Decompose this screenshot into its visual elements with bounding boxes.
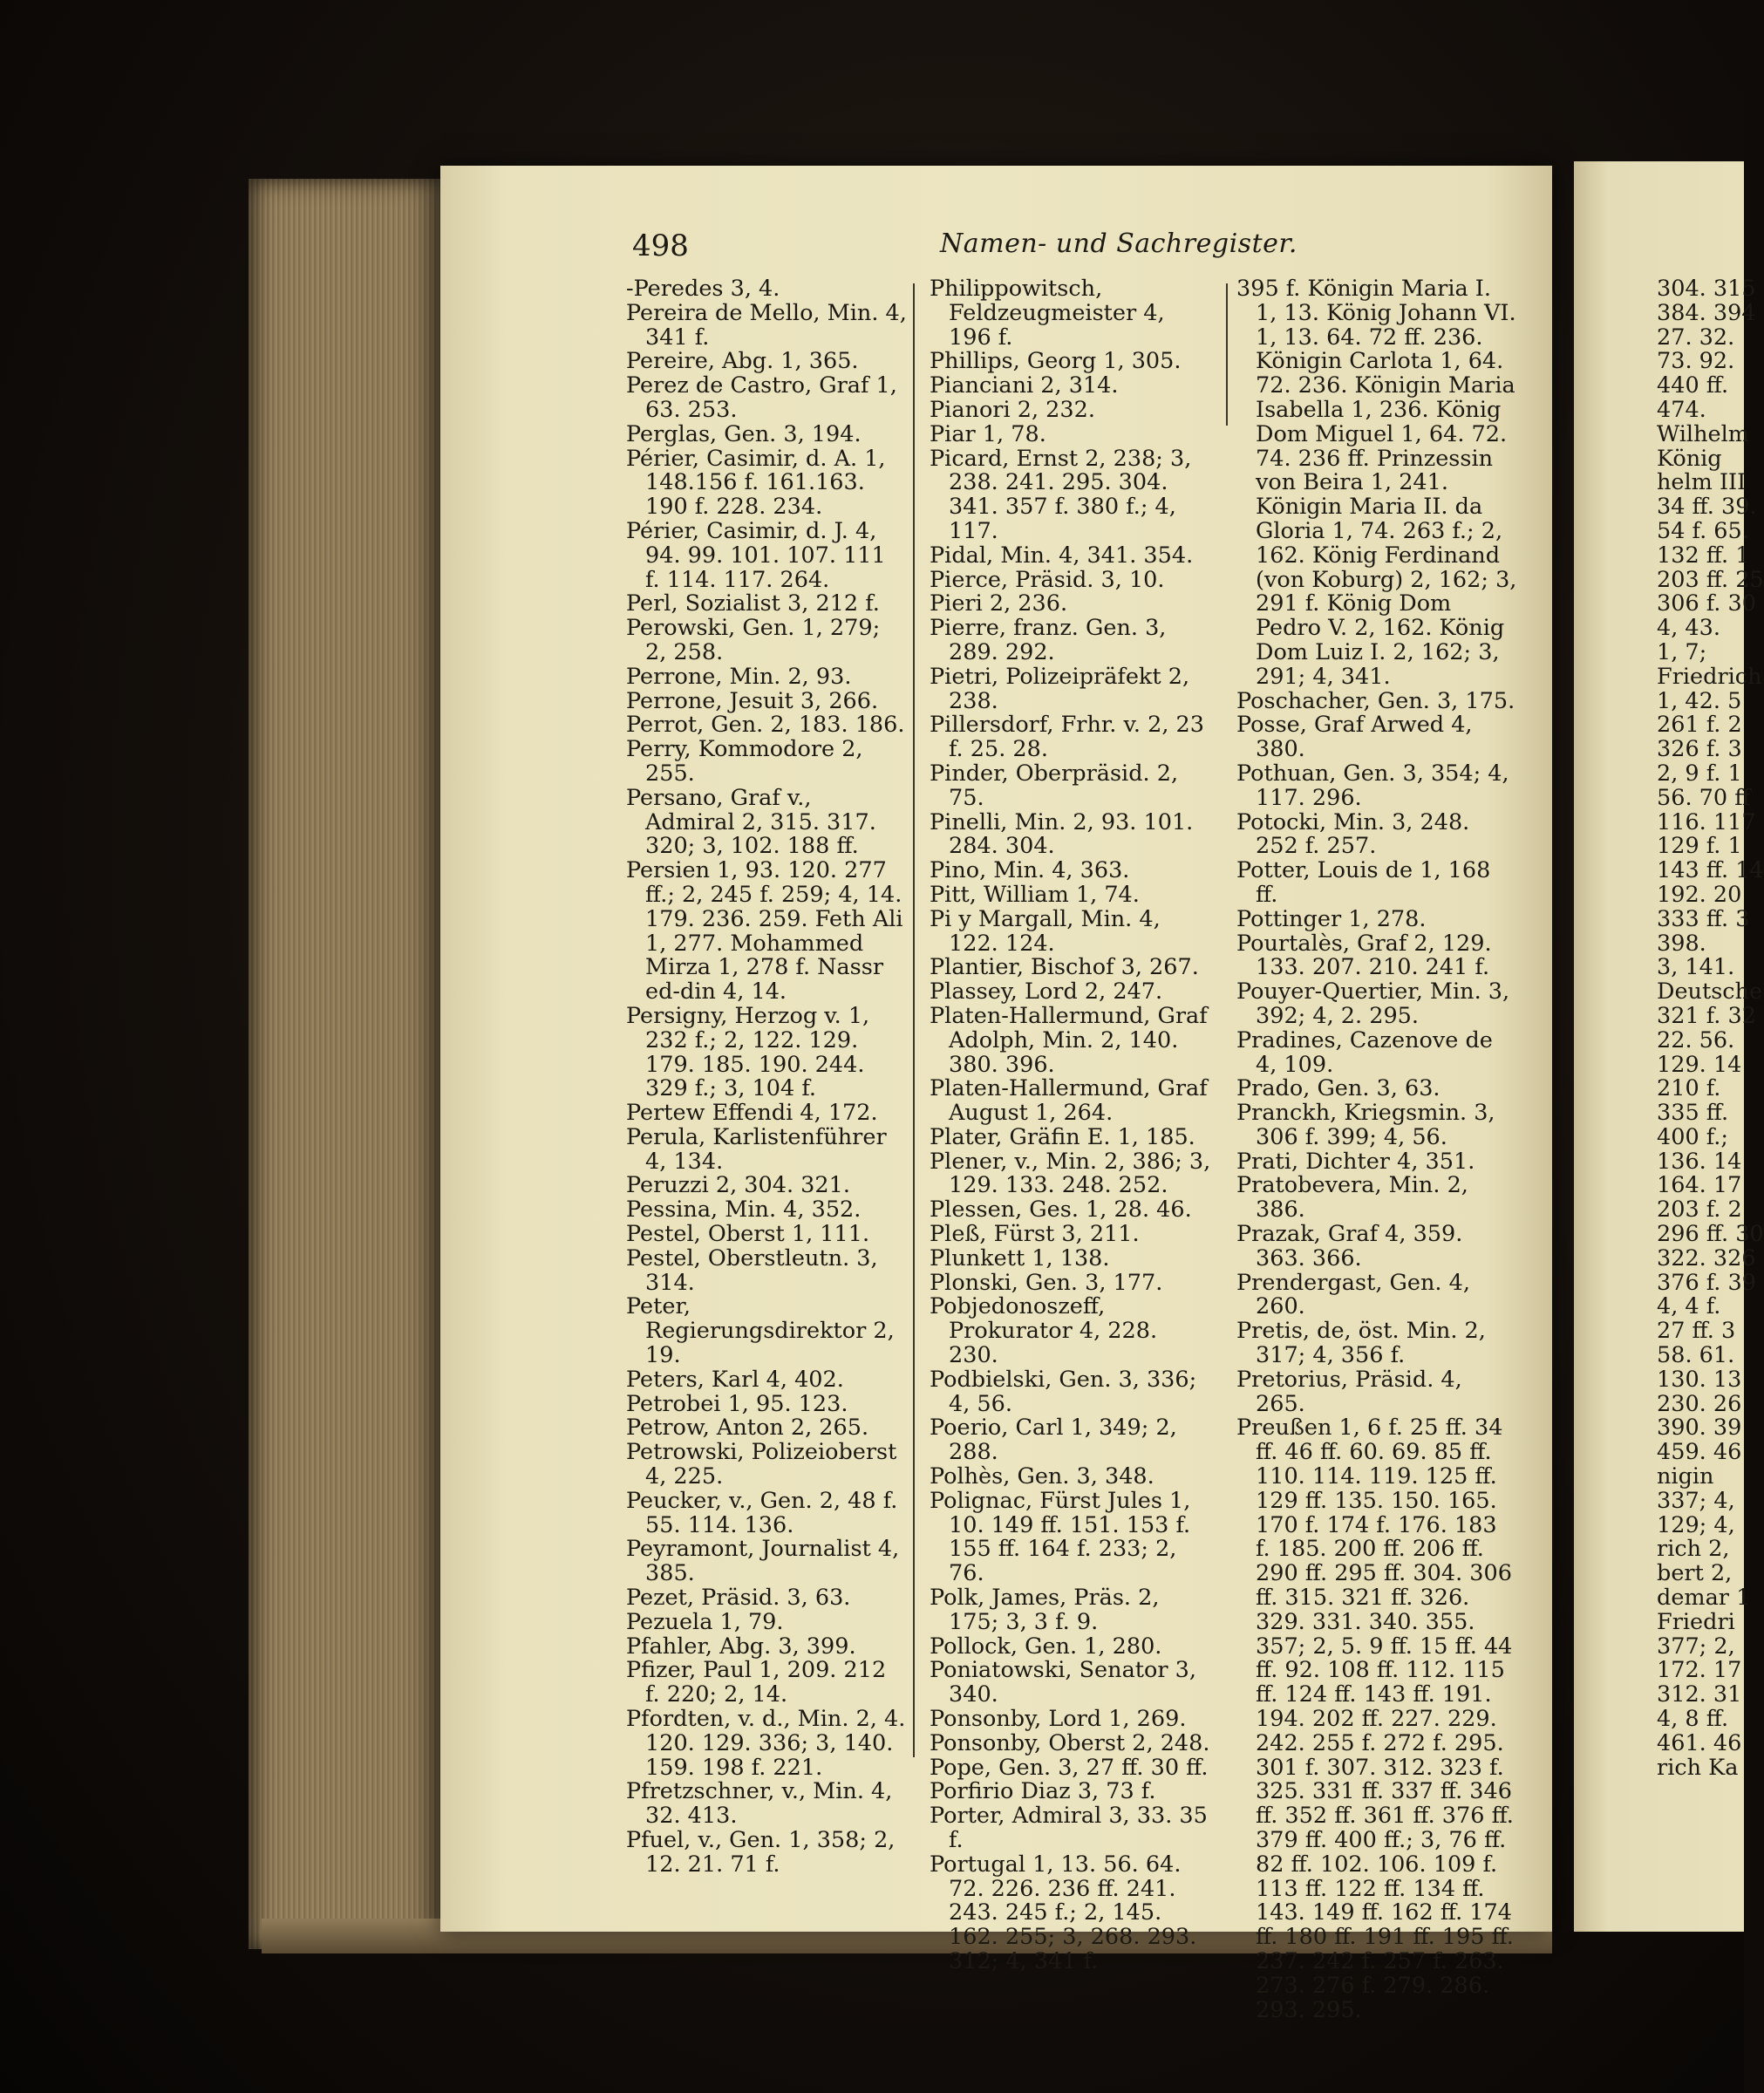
index-entry: bert 2, — [1657, 1560, 1733, 1587]
index-entry: 34 ff. 39. — [1657, 494, 1757, 521]
index-entry: Perrot, Gen. 2, 183. 186. — [626, 712, 905, 739]
index-entry: 4, 43. — [1657, 615, 1720, 642]
index-entry: 203 f. 2 — [1657, 1196, 1742, 1224]
index-entry: 377; 2, — [1657, 1633, 1735, 1660]
index-entry: Podbielski, Gen. 3, 336; 4, 56. — [930, 1366, 1197, 1417]
index-entry: 192. 20 — [1657, 881, 1742, 908]
index-entry: Potocki, Min. 3, 248. 252 f. 257. — [1236, 808, 1470, 860]
index-entry: Perglas, Gen. 3, 194. — [626, 420, 862, 447]
index-entry: Friedrich — [1657, 663, 1762, 690]
index-entry: 136. 14 — [1657, 1148, 1742, 1175]
index-entry: 27. 32. — [1657, 324, 1735, 351]
index-entry: Pfordten, v. d., Min. 2, 4. 120. 129. 336; 3, 140. 159. 198 f. 221. — [626, 1706, 906, 1781]
index-entry: helm III — [1657, 469, 1747, 496]
index-entry: 164. 17 — [1657, 1172, 1742, 1199]
index-entry: 304. 315 — [1657, 276, 1756, 302]
index-entry: Pezuela 1, 79. — [626, 1608, 784, 1635]
index-entry: Picard, Ernst 2, 238; 3, 238. 241. 295. 304. 341. 357 f. 380 f.; 4, 117. — [930, 445, 1192, 544]
index-entry: Porfirio Diaz 3, 73 f. — [930, 1778, 1156, 1805]
index-entry: Potter, Louis de 1, 168 ff. — [1236, 857, 1491, 908]
index-entry: Pouyer-Quertier, Min. 3, 392; 4, 2. 295. — [1236, 978, 1510, 1029]
index-entry: rich 2, — [1657, 1536, 1730, 1563]
index-entry: Perula, Karlistenführer 4, 134. — [626, 1123, 887, 1175]
index-entry: Porter, Admiral 3, 33. 35 f. — [930, 1803, 1208, 1853]
index-entry: Pfizer, Paul 1, 209. 212 f. 220; 2, 14. — [626, 1657, 887, 1708]
index-entry: Prado, Gen. 3, 63. — [1236, 1075, 1440, 1102]
index-entry: Piar 1, 78. — [930, 420, 1046, 447]
index-entry: 312. 31 — [1657, 1681, 1742, 1708]
index-entry: 2, 9 f. 1 — [1657, 760, 1742, 787]
index-entry: Pobjedonoszeff, Prokurator 4, 228. 230. — [930, 1293, 1158, 1369]
index-entry: Pietri, Polizeipräfekt 2, 238. — [930, 663, 1190, 714]
index-entry: Pranckh, Kriegsmin. 3, 306 f. 399; 4, 56. — [1236, 1100, 1495, 1150]
index-entry: Preußen 1, 6 f. 25 ff. 34 ff. 46 ff. 60. 69. 85 ff. 110. 114. 119. 125 ff. 129 ff. 135. 150. 165. 170 f. 174 f. 176. 183 f. 185. 200 ff. 206 ff. 290 ff. 295 ff. 304. 306 ff. 315. 321 ff. 326. 329. 331. 340. 355. 357; 2, 5. 9 ff. 15 ff. 44 ff. 92. 108 ff. 112. 115 ff. 124 ff. 143 ff. 191. 194. 202 ff. 227. 229. 242. 255 f. 272 f. 295. 301 f. 307. 312. 323 f. 325. 331 ff. 337 ff. 346 ff. 352 ff. 361 ff. 376 ff. 379 ff. 400 ff.; 3, 76 ff. 82 ff. 102. 106. 109 f. 113 ff. 122 ff. 134 ff. 143. 149 ff. 162 ff. 174 ff. 180 ff. 191 ff. 195 ff. 237. 242 f. 257 f. 263. 273. 276 f. 279. 286. 293. 295. — [1236, 1415, 1514, 2023]
index-entry: 384. 394 — [1657, 299, 1756, 326]
index-entry: 1, 42. 5 — [1657, 687, 1742, 714]
index-entry: Pfretzschner, v., Min. 4, 32. 413. — [626, 1778, 893, 1830]
index-entry: Pottinger 1, 278. — [1236, 905, 1427, 932]
facing-page-column — [1657, 276, 1764, 1781]
page-number: 498 — [632, 228, 689, 263]
index-entry: Persigny, Herzog v. 1, 232 f.; 2, 122. 129. 179. 185. 190. 244. 329 f.; 3, 104 f. — [626, 1002, 870, 1102]
index-entry: Pereire, Abg. 1, 365. — [626, 348, 859, 375]
index-entry: Petrowski, Polizeioberst 4, 225. — [626, 1439, 897, 1490]
index-entry: Plunkett 1, 138. — [930, 1244, 1110, 1271]
index-entry: Pretorius, Präsid. 4, 265. — [1236, 1366, 1462, 1417]
index-entry: Prazak, Graf 4, 359. 363. 366. — [1236, 1221, 1463, 1271]
index-entry: 296 ff. 30 — [1657, 1221, 1764, 1248]
index-entry: Plantier, Bischof 3, 267. — [930, 954, 1199, 981]
index-entry: Pi y Margall, Min. 4, 122. 124. — [930, 905, 1161, 957]
index-entry: Platen-Hallermund, Graf Adolph, Min. 2, 140. 380. 396. — [930, 1002, 1208, 1078]
index-entry: Pfuel, v., Gen. 1, 358; 2, 12. 21. 71 f. — [626, 1827, 896, 1878]
index-entry: König — [1657, 445, 1722, 472]
index-entry: 210 f. — [1657, 1075, 1721, 1102]
index-entry: 390. 39 — [1657, 1415, 1742, 1442]
index-entry: Persien 1, 93. 120. 277 ff.; 2, 245 f. 259; 4, 14. 179. 236. 259. Feth Ali 1, 277. Mohammed Mirza 1, 278 f. Nassr ed-din 4, 14. — [626, 857, 903, 1006]
index-entry: Pezet, Präsid. 3, 63. — [626, 1585, 851, 1612]
index-entry: 129 f. 1 — [1657, 833, 1742, 860]
index-entry: Peter, Regierungsdirektor 2, 19. — [626, 1293, 895, 1369]
index-entry: Deutsche — [1657, 978, 1763, 1006]
index-entry: 203 ff. 25 — [1657, 566, 1764, 593]
index-entry: demar 1 — [1657, 1585, 1751, 1612]
index-entry: 459. 46 — [1657, 1439, 1742, 1466]
index-entry: Petrow, Anton 2, 265. — [626, 1415, 869, 1442]
index-entry: 376 f. 39 — [1657, 1269, 1756, 1296]
index-entry: Platen-Hallermund, Graf August 1, 264. — [930, 1075, 1208, 1127]
index-column-2 — [930, 277, 1213, 1974]
index-entry: Pestel, Oberstleutn. 3, 314. — [626, 1244, 878, 1296]
index-entry: Pessina, Min. 4, 352. — [626, 1196, 862, 1224]
index-entry: Peucker, v., Gen. 2, 48 f. 55. 114. 136. — [626, 1487, 898, 1538]
index-entry: Perowski, Gen. 1, 279; 2, 258. — [626, 615, 881, 665]
index-entry: Pollock, Gen. 1, 280. — [930, 1633, 1162, 1660]
index-entry: Perez de Castro, Graf 1, 63. 253. — [626, 372, 897, 423]
index-entry: Pieri 2, 236. — [930, 590, 1068, 617]
index-entry: 56. 70 ff — [1657, 784, 1751, 811]
index-entry: Polk, James, Präs. 2, 175; 3, 3 f. 9. — [930, 1585, 1160, 1635]
index-entry: Plassey, Lord 2, 247. — [930, 978, 1163, 1006]
index-entry: Wilhelm — [1657, 420, 1749, 447]
index-entry: 398. — [1657, 930, 1706, 957]
index-entry: 321 f. 32 — [1657, 1002, 1756, 1029]
index-entry: Petrobei 1, 95. 123. — [626, 1390, 848, 1417]
index-entry: Peruzzi 2, 304. 321. — [626, 1172, 850, 1199]
index-entry: 54 f. 65. — [1657, 517, 1749, 544]
index-entry: Philippowitsch, Feldzeugmeister 4, 196 f. — [930, 276, 1165, 351]
index-entry: Portugal 1, 13. 56. 64. 72. 226. 236 ff. 241. 243. 245 f.; 2, 145. 162. 255; 3, 268. 293. 312; 4, 341 f. — [930, 1851, 1197, 1974]
index-entry: Pidal, Min. 4, 341. 354. — [930, 542, 1194, 569]
index-entry: Pothuan, Gen. 3, 354; 4, 117. 296. — [1236, 760, 1509, 811]
index-entry: Perrone, Min. 2, 93. — [626, 663, 852, 690]
index-entry: Plonski, Gen. 3, 177. — [930, 1269, 1163, 1296]
index-entry: 395 f. Königin Maria I. 1, 13. König Johann VI. 1, 13. 64. 72 ff. 236. Königin Carlota 1, 64. 72. 236. Königin Maria Isabella 1, 236. König Dom Miguel 1, 64. 72. 74. 236 ff. Prinzessin von Beira 1, 241. Königin Maria II. da Gloria 1, 74. 263 f.; 2, 162. König Ferdinand (von Koburg) 2, 162; 3, 291 f. König Dom Pedro V. 2, 162. König Dom Luiz I. 2, 162; 3, 291; 4, 341. — [1236, 276, 1517, 690]
index-entry: 230. 26 — [1657, 1390, 1742, 1417]
index-entry: 326 f. 3 — [1657, 736, 1742, 763]
index-entry: Phillips, Georg 1, 305. — [930, 348, 1182, 375]
index-column-1 — [626, 277, 907, 1878]
index-entry: Pereira de Mello, Min. 4, 341 f. — [626, 299, 907, 351]
index-entry: Pinder, Oberpräsid. 2, 75. — [930, 760, 1179, 811]
index-entry: Poniatowski, Senator 3, 340. — [930, 1657, 1196, 1708]
column-rule — [1226, 283, 1228, 426]
index-entry: Pinelli, Min. 2, 93. 101. 284. 304. — [930, 808, 1194, 860]
index-entry: 322. 326 — [1657, 1244, 1756, 1271]
index-entry: Persano, Graf v., Admiral 2, 315. 317. 320; 3, 102. 188 ff. — [626, 784, 876, 860]
index-entry: Perry, Kommodore 2, 255. — [626, 736, 863, 787]
index-entry: Plater, Gräfin E. 1, 185. — [930, 1123, 1195, 1150]
index-entry: Pfahler, Abg. 3, 399. — [626, 1633, 856, 1660]
index-entry: Pillersdorf, Frhr. v. 2, 23 f. 25. 28. — [930, 712, 1204, 763]
index-entry: 306 f. 30 — [1657, 590, 1756, 617]
index-entry: Pierce, Präsid. 3, 10. — [930, 566, 1165, 593]
index-entry: 58. 61. — [1657, 1342, 1735, 1369]
index-entry: 130. 13 — [1657, 1366, 1742, 1393]
index-entry: 335 ff. — [1657, 1100, 1729, 1127]
index-entry: 3, 141. — [1657, 954, 1735, 981]
index-entry: Friedri — [1657, 1608, 1735, 1635]
index-entry: Pleß, Fürst 3, 211. — [930, 1221, 1140, 1248]
index-entry: Ponsonby, Lord 1, 269. — [930, 1706, 1187, 1733]
index-entry: 4, 4 f. — [1657, 1293, 1721, 1320]
index-entry: 337; 4, — [1657, 1487, 1735, 1514]
index-entry: Peyramont, Journalist 4, 385. — [626, 1536, 900, 1587]
index-entry: Pradines, Cazenove de 4, 109. — [1236, 1026, 1493, 1078]
index-entry: Pestel, Oberst 1, 111. — [626, 1221, 870, 1248]
index-entry: -Peredes 3, 4. — [626, 276, 780, 302]
index-entry: rich Ka — [1657, 1754, 1739, 1781]
index-entry: 461. 46 — [1657, 1729, 1742, 1756]
column-rule — [913, 283, 915, 1757]
index-entry: 116. 117 — [1657, 808, 1756, 835]
index-entry: 132 ff. 1 — [1657, 542, 1750, 569]
index-entry: Poschacher, Gen. 3, 175. — [1236, 687, 1515, 714]
index-entry: 261 f. 2 — [1657, 712, 1742, 739]
index-entry: Peters, Karl 4, 402. — [626, 1366, 844, 1393]
book-page-edges — [249, 179, 445, 1949]
running-head: Namen- und Sachregister. — [940, 228, 1297, 259]
index-entry: Perl, Sozialist 3, 212 f. — [626, 590, 880, 617]
index-entry: Pretis, de, öst. Min. 2, 317; 4, 356 f. — [1236, 1318, 1486, 1369]
index-entry: Pitt, William 1, 74. — [930, 881, 1140, 908]
index-entry: Pope, Gen. 3, 27 ff. 30 ff. — [930, 1754, 1209, 1781]
index-entry: 4, 8 ff. — [1657, 1706, 1729, 1733]
index-entry: 1, 7; — [1657, 638, 1707, 665]
index-entry: Poerio, Carl 1, 349; 2, 288. — [930, 1415, 1177, 1466]
index-column-3 — [1236, 277, 1517, 2022]
index-entry: Prati, Dichter 4, 351. — [1236, 1148, 1475, 1175]
index-entry: nigin — [1657, 1463, 1714, 1490]
index-entry: Ponsonby, Oberst 2, 248. — [930, 1729, 1210, 1756]
index-entry: Pratobevera, Min. 2, 386. — [1236, 1172, 1468, 1224]
index-entry: 73. 92. — [1657, 348, 1735, 375]
index-entry: 129. 14 — [1657, 1051, 1742, 1078]
index-entry: 440 ff. — [1657, 372, 1729, 399]
index-entry: Prendergast, Gen. 4, 260. — [1236, 1269, 1470, 1320]
index-entry: 400 f.; — [1657, 1123, 1729, 1150]
index-entry: Polhès, Gen. 3, 348. — [930, 1463, 1154, 1490]
index-entry: 129; 4, — [1657, 1511, 1735, 1538]
index-entry: 143 ff. 14 — [1657, 857, 1764, 884]
index-entry: 333 ff. 3 — [1657, 905, 1750, 932]
index-entry: Pino, Min. 4, 363. — [930, 857, 1130, 884]
index-entry: Perrone, Jesuit 3, 266. — [626, 687, 879, 714]
index-entry: Pierre, franz. Gen. 3, 289. 292. — [930, 615, 1167, 665]
index-entry: Posse, Graf Arwed 4, 380. — [1236, 712, 1473, 763]
index-entry: 474. — [1657, 396, 1706, 423]
index-entry: Pertew Effendi 4, 172. — [626, 1100, 878, 1127]
index-entry: Périer, Casimir, d. A. 1, 148.156 f. 161.163. 190 f. 228. 234. — [626, 445, 886, 521]
index-entry: Plessen, Ges. 1, 28. 46. — [930, 1196, 1192, 1224]
index-entry: 27 ff. 3 — [1657, 1318, 1736, 1345]
index-entry: Polignac, Fürst Jules 1, 10. 149 ff. 151. 153 f. 155 ff. 164 f. 233; 2, 76. — [930, 1487, 1191, 1587]
index-entry: Périer, Casimir, d. J. 4, 94. 99. 101. 107. 111 f. 114. 117. 264. — [626, 517, 886, 593]
index-entry: 22. 56. — [1657, 1026, 1735, 1053]
index-entry: Plener, v., Min. 2, 386; 3, 129. 133. 248. 252. — [930, 1148, 1211, 1199]
index-entry: Pourtalès, Graf 2, 129. 133. 207. 210. 241 f. — [1236, 930, 1492, 981]
index-entry: Pianciani 2, 314. — [930, 372, 1119, 399]
index-entry: Pianori 2, 232. — [930, 396, 1095, 423]
index-entry: 172. 17 — [1657, 1657, 1742, 1684]
